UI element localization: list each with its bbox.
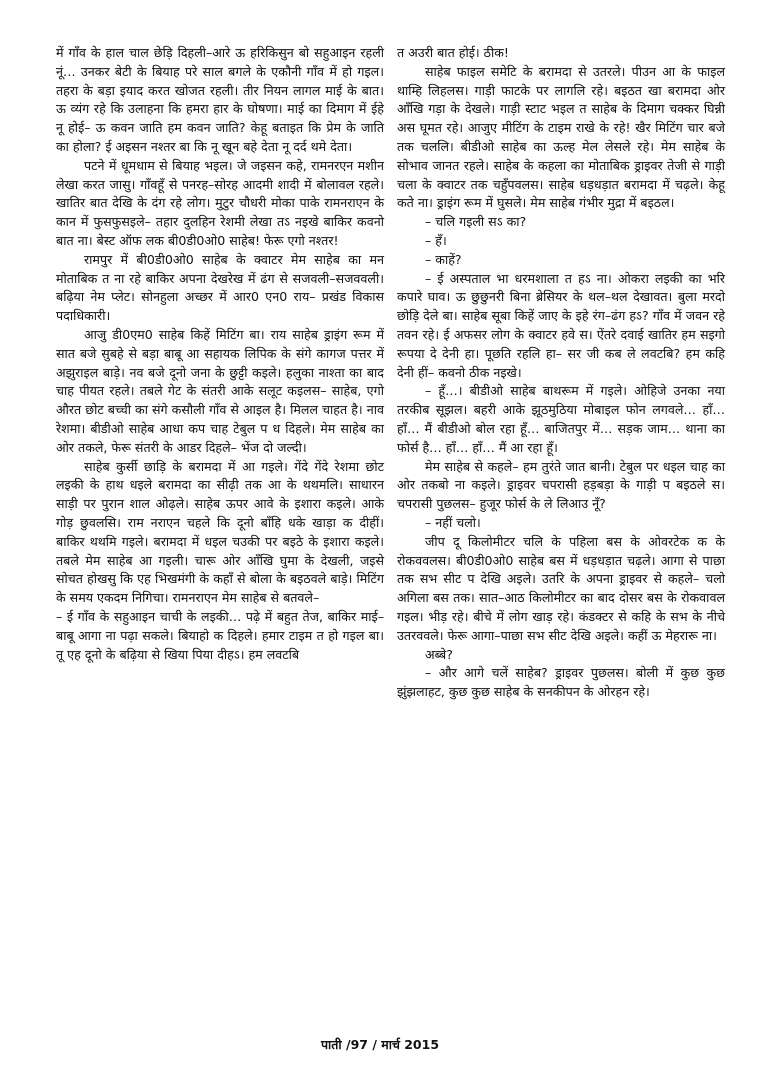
paragraph: मेम साहेब से कहले– हम तुरंते जात बानी। टेबुल पर धइल चाह का ओर तकबो ना कइले। ड्राइवर चपरासी हड़बड़ा के गाड़ी प बइठले स। चपरासी पुछलस– हुजूर फोर्स के ले लिआउ नूँ?	[397, 458, 725, 512]
paragraph: में गाँव के हाल चाल छेड़ि दिहली–आरे ऊ हरिकिसुन बो सहुआइन रहली नूं… उनकर बेटी के बियाह परे साल बगले के एकौनी गाँव में हो गइल। तहरा के बड़ा इयाद करत खोजत रहली। तीर नियन लागल माई के बात। ऊ व्यंग रहे कि उलाहना कि हमरा हार के घोषणा। माई का दिमाग में ईहे नू होई– ऊ कवन जाति हम कवन जाति? केहू बताइत कि प्रेम के जाति का होला? ई अइसन नश्तर बा कि नू खून बहे देता नू दर्द थमे देता।	[56, 45, 384, 154]
page-footer: पाती /97 / मार्च 2015	[320, 1037, 440, 1052]
right-text-column	[397, 44, 725, 702]
paragraph: – और आगे चलें साहेब? ड्राइवर पुछलस। बोली में कुछ कुछ झुंझलाहट, कुछ कुछ साहेब के सनकीपन के ओरहन रहे।	[397, 665, 725, 700]
paragraph: – हँ।	[425, 232, 447, 248]
paragraph: जीप दू किलोमीटर चलि के पहिला बस के ओवरटेक क के रोकववलस। बी0डी0ओ0 साहेब बस में धड़धड़ात चढ़ले। आगा से पाछा तक सभ सीट प देखि अइले। उतरि के अपना ड्राइवर से कहले– चलो अगिला बस तक। सात–आठ किलोमीटर का बाद दोसर बस के रोकवावल गइल। भीड़ रहे। बीचे में लोग खाड़ रहे। कंडक्टर से कहि के सभ के नीचे उतरववले। फेरू आगा–पाछा सभ सीट देखि अइले। कहीं ऊ मेहरारू ना।	[397, 533, 725, 643]
paragraph: – नहीं चलो।	[425, 514, 481, 530]
paragraph: रामपुर में बी0डी0ओ0 साहेब के क्वाटर मेम साहेब का मन मोताबिक त ना रहे बाकिर अपना देखरेख में ढंग से सजवली–सजववली। बढ़िया नेम प्लेट। सोनहुला अच्छर में आर0 एन0 राय– प्रखंड विकास पदाधिकारी।	[56, 251, 384, 324]
paragraph: – हूँ…। बीडीओ साहेब बाथरूम में गइले। ओहिजे उनका नया तरकीब सूझल। बहरी आके झूठमुठिया मोबाइल फोन लगवले… हाँ… हाँ… मैं बीडीओ बोल रहा हूँ… बाजितपुर में… सड़क जाम… थाना का फोर्स है… हाँ… हाँ… मैं आ रहा हूँ।	[397, 383, 725, 455]
paragraph: – ई अस्पताल भा धरमशाला त हऽ ना। ओकरा लइकी का भरि कपारे घाव। ऊ छुछुनरी बिना ब्रेसियर के थल–थल देखावत। बुला मरदो छोड़ि देले बा। साहेब सूबा किहें जाए के इहे रंग–ढंग हऽ? गाँव में जवन रहे तवन रहे। ई अफसर लोग के क्वाटर हवे स। ऐंतरे दवाई खातिर हम सइगो रूपया दे देनी हा। पूछति रहलि हा– सर जी कब ले लवटबि? हम कहि देनी हीं– कवनो ठीक नइखे।	[397, 270, 726, 380]
paragraph: – चलि गइली सऽ का?	[425, 214, 527, 230]
paragraph: साहेब कुर्सी छाड़ि के बरामदा में आ गइले। गेंदे गेंदे रेशमा छोट लइकी के हाथ धइले बरामदा का सीढ़ी तक आ के थथमलि। साधारन साड़ी पर पुरान शाल ओढ़ले। साहेब ऊपर आवे के इशारा कइले। आके गोड़ छुवलसि। राम नराएन चहले कि दूनो बाँहि धके खाड़ा क दीहीं। बाकिर थथमि गइले। बरामदा में धइल चउकी पर बइठे के इशारा कइले। तबले मेम साहेब आ गइली। चारू ओर आँखि घुमा के देखली, जइसे सोचत होखसु कि एह भिखमंगी के कहाँ से बोला के बइठवले बाड़े। मिटिंग के समय एकदम निगिचा। रामनराएन मेम साहेब से बतवले–	[56, 458, 384, 606]
left-text-column	[56, 44, 384, 664]
paragraph: आजु डी0एम0 साहेब किहें मिटिंग बा। राय साहेब ड्राइंग रूम में सात बजे सुबहे से बड़ा बाबू आ सहायक लिपिक के संगे कागज पत्तर में अझुराइल बाड़े। नव बजे दूनो जना के छुट्टी कइले। हलुका नाश्ता का बाद चाह पीयत रहले। तबले गेट के संतरी आके सलूट कइलस– साहेब, एगो औरत छोट बच्ची का संगे कसौली गाँव से आइल है। मिलल चाहत है। नाव रेशमा। बीडीओ साहेब आधा कप चाह टेबुल प ध दिहले। मेम साहेब का ओर तकले, फेरू संतरी के आडर दिहले– भेंज दो जल्दी।	[56, 326, 384, 455]
paragraph: त अउरी बात होई। ठीक!	[397, 45, 509, 60]
paragraph: साहेब फाइल समेटि के बरामदा से उतरले। पीउन आ के फाइल थाम्हि लिहलस। गाड़ी फाटके पर लागलि रहे। बइठत खा बरामदा ओर आँखि गड़ा के देखले। गाड़ी स्टाट भइल त साहेब के दिमाग चक्कर घिन्नी अस घूमत रहे। आजुए मीटिंग के टाइम राखे के रहे! खैर मिटिंग चार बजे तक चललि। बीडीओ साहेब का ऊल्ह मेल लेसले रहे। मेम साहेब के सोभाव जानत रहले। साहेब के कहला का मोताबिक ड्राइवर तेजी से गाड़ी चला के क्वाटर तक चहुँपवलस। साहेब धड़धड़ात बरामदा में चढ़ले। केहू कते ना। ड्राइंग रूम में घुसले। मेम साहेब गंभीर मुद्रा में बइठल।	[397, 63, 725, 211]
paragraph: पटने में धूमधाम से बियाह भइल। जे जइसन कहे, रामनरएन मशीन लेखा करत जासु। गाँवहूँ से पनरह–सोरह आदमी शादी में बोलावल रहले। खातिर बात देखि के दंग रहे लोग। मुटुर चौधरी मोका पाके रामनराएन के कान में फुसफुसइले– तहार दुलहिन रेशमी लेखा तऽ नइखे बाकिर कवनो बात ना। बेस्ट ऑफ लक बी0डी0ओ0 साहेब! फेरू एगो नश्तर!	[56, 157, 384, 248]
paragraph: अब्बे?	[425, 646, 453, 662]
paragraph: – काहें?	[425, 251, 462, 267]
paragraph: – ई गाँव के सहुआइन चाची के लइकी… पढ़े में बहुत तेज, बाकिर माई–बाबू आगा ना पढ़ा सकले। बियाहो क दिहले। हमार टाइम त हो गइल बा। तू एह दूनो के बढ़िया से खिया पिया दीहऽ। हम लवटबि	[56, 608, 384, 662]
